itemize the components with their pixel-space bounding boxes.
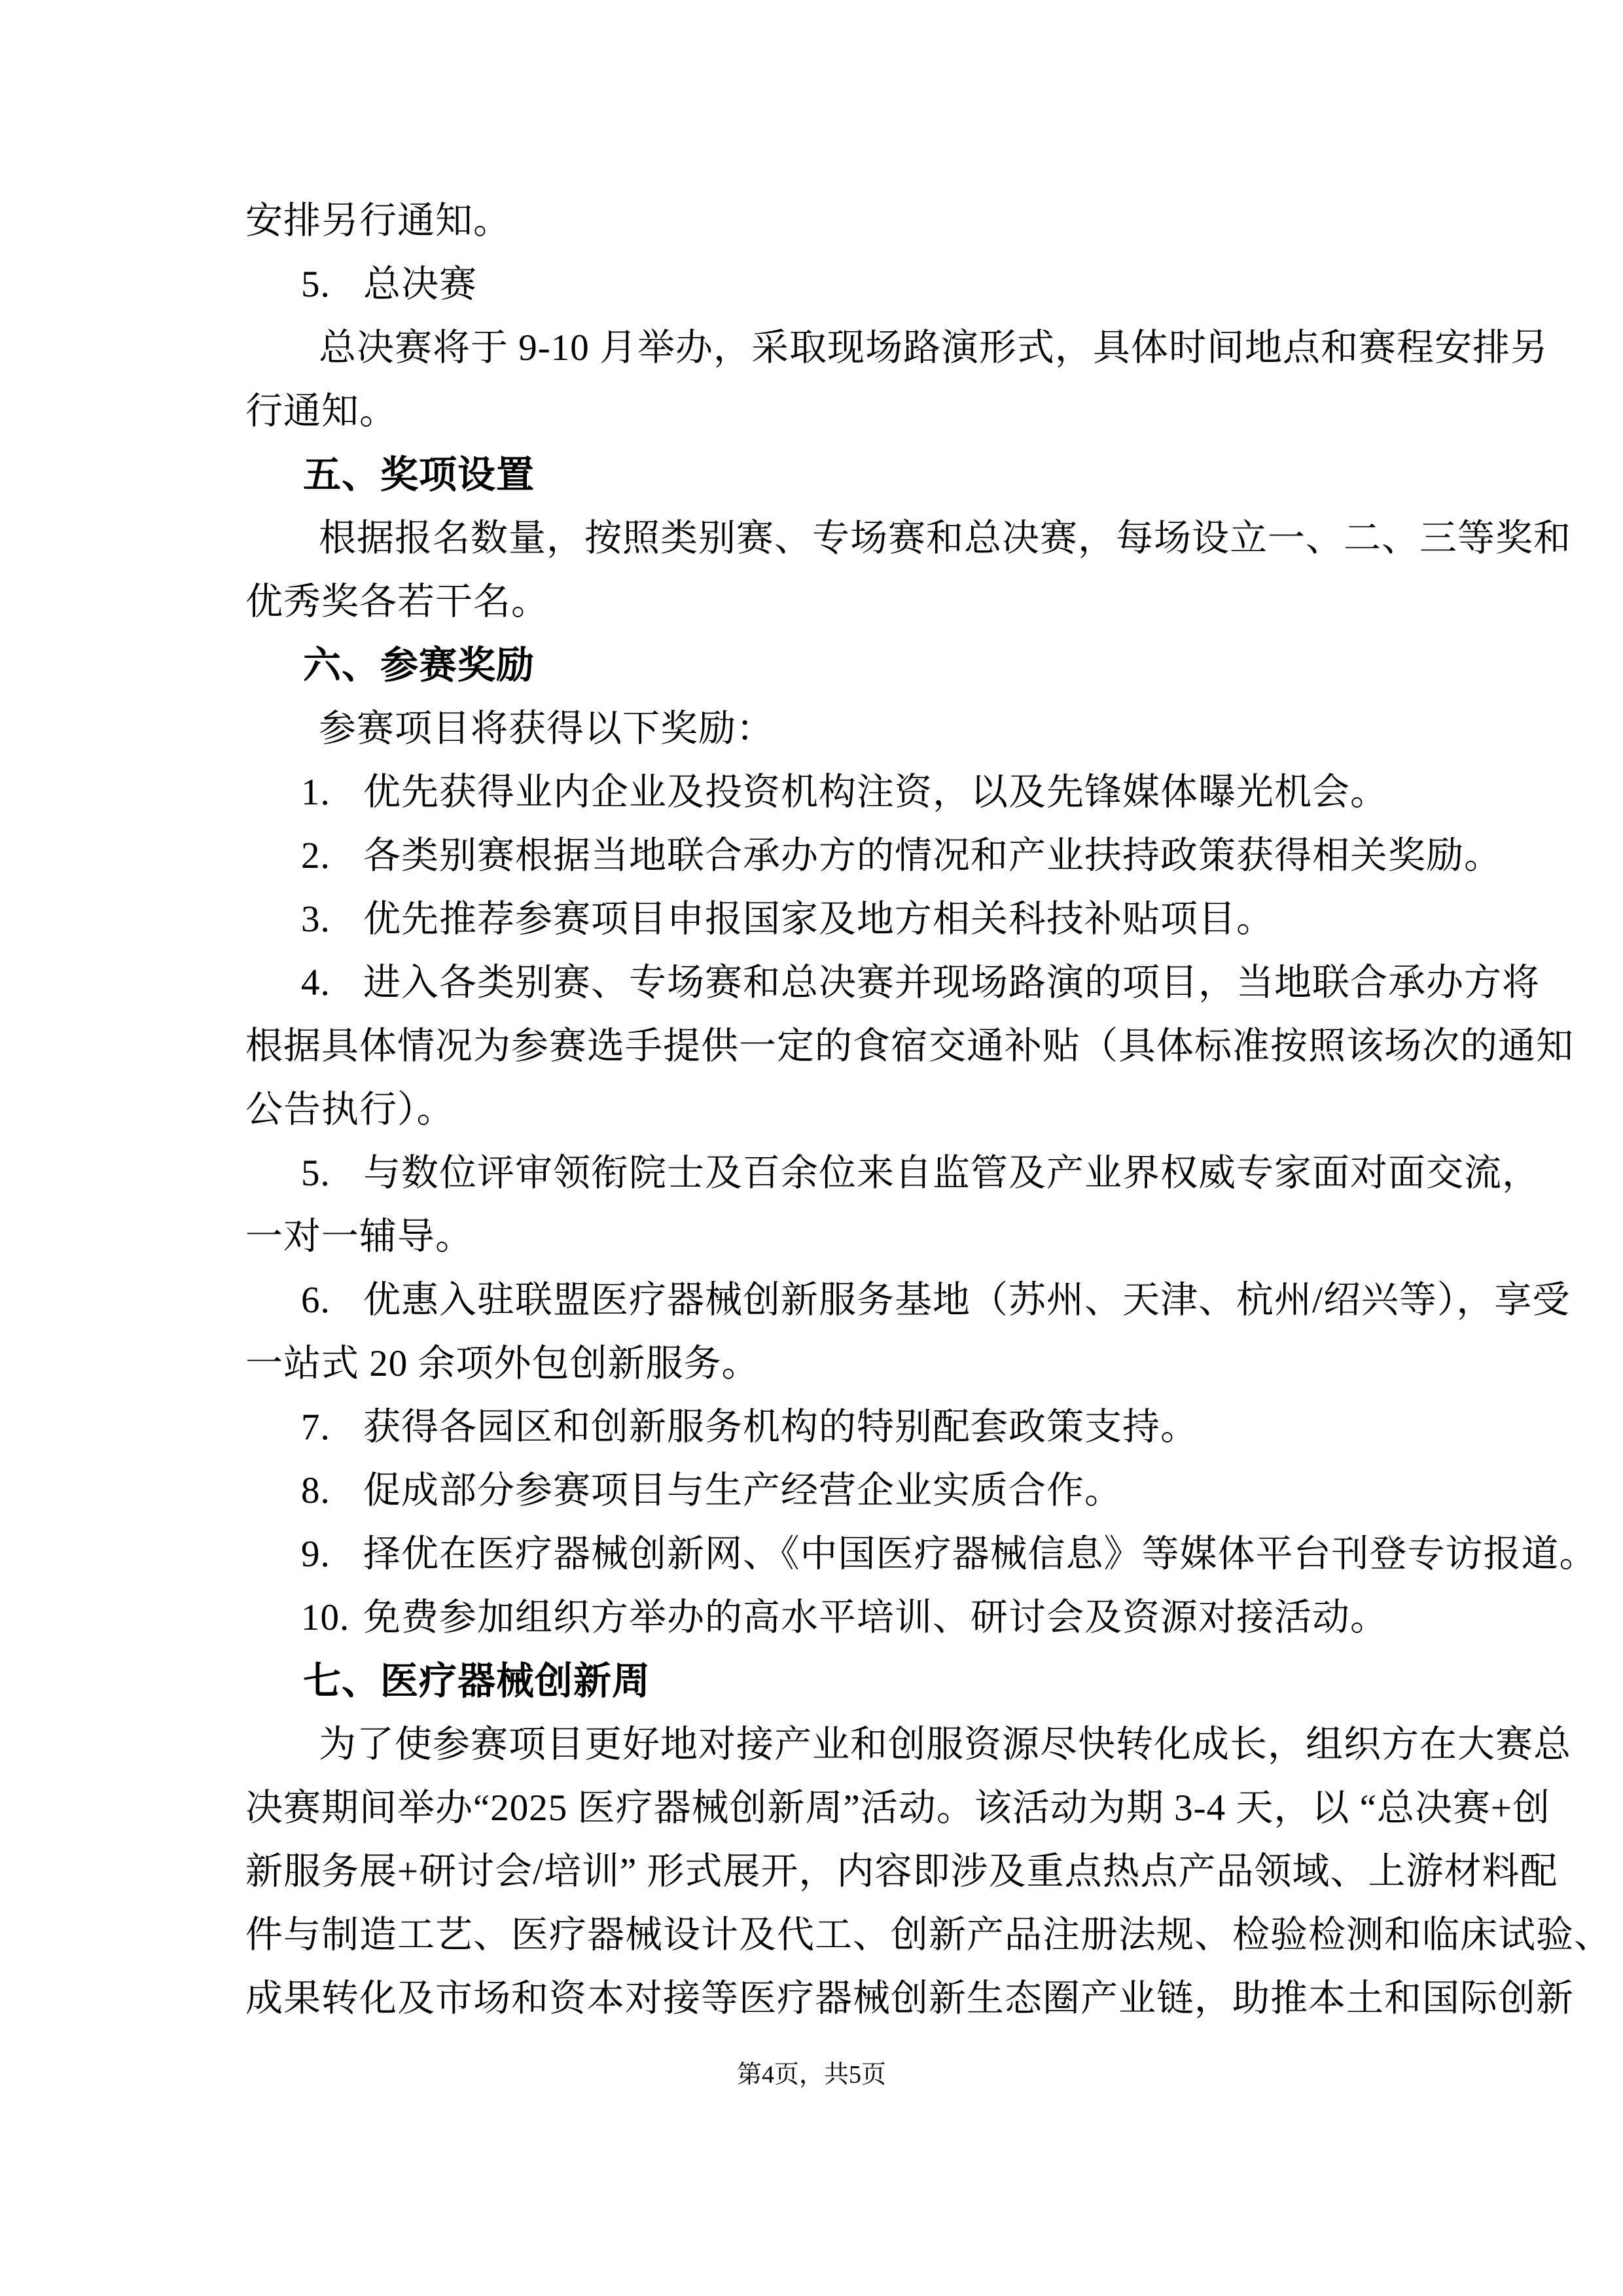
list-item-text: 促成部分参赛项目与生产经营企业实质合作。 bbox=[363, 1470, 1122, 1511]
list-item-line bbox=[245, 1586, 1388, 1649]
text-line: 优秀奖各若干名。 bbox=[245, 581, 549, 622]
list-number: 5. bbox=[301, 1153, 330, 1194]
list-item-text: 总决赛 bbox=[363, 264, 477, 305]
list-item-line bbox=[245, 761, 1388, 824]
list-number: 5. bbox=[301, 264, 330, 305]
text-line: 新服务展+研讨会/培训” 形式展开，内容即涉及重点热点产品领域、上游材料配 bbox=[245, 1851, 1558, 1892]
list-item-text: 免费参加组织方举办的高水平培训、研讨会及资源对接活动。 bbox=[363, 1597, 1388, 1638]
list-item-text: 进入各类别赛、专场赛和总决赛并现场路演的项目，当地联合承办方将 bbox=[363, 962, 1540, 1003]
section-heading-awards: 五、奖项设置 bbox=[303, 454, 535, 496]
list-number: 1. bbox=[301, 772, 330, 813]
list-number: 7. bbox=[301, 1407, 330, 1448]
list-item-line bbox=[245, 951, 1540, 1014]
section-heading-incentives: 六、参赛奖励 bbox=[303, 644, 535, 687]
list-item-line bbox=[245, 253, 1378, 316]
list-item-line bbox=[245, 888, 1378, 951]
text-line: 公告执行）。 bbox=[245, 1089, 455, 1130]
list-number: 9. bbox=[301, 1534, 330, 1575]
paragraph-first-line: 总决赛将于 9-10 月举办，采取现场路演形式，具体时间地点和赛程安排另 bbox=[319, 327, 1548, 368]
paragraph-first-line: 根据报名数量，按照类别赛、专场赛和总决赛，每场设立一、二、三等奖和 bbox=[319, 518, 1571, 559]
text-line: 件与制造工艺、医疗器械设计及代工、创新产品注册法规、检验检测和临床试验、 bbox=[245, 1914, 1612, 1956]
list-item-text: 各类别赛根据当地联合承办方的情况和产业扶持政策获得相关奖励。 bbox=[363, 835, 1502, 876]
list-item-line bbox=[245, 1459, 1378, 1522]
list-item-text: 优惠入驻联盟医疗器械创新服务基地（苏州、天津、杭州/绍兴等），享受 bbox=[363, 1280, 1571, 1321]
list-item-text: 获得各园区和创新服务机构的特别配套政策支持。 bbox=[363, 1407, 1198, 1448]
text-line: 根据具体情况为参赛选手提供一定的食宿交通补贴（具体标准按照该场次的通知 bbox=[245, 1026, 1574, 1067]
list-item-line bbox=[245, 1395, 1378, 1459]
list-item-line bbox=[245, 1522, 1597, 1586]
paragraph-first-line: 参赛项目将获得以下奖励： bbox=[319, 708, 774, 749]
text-line: 决赛期间举办“2025 医疗器械创新周”活动。该活动为期 3-4 天，以 “总决赛+创 bbox=[245, 1787, 1551, 1829]
list-item-text: 优先推荐参赛项目申报国家及地方相关科技补贴项目。 bbox=[363, 899, 1274, 940]
text-line: 一站式 20 余项外包创新服务。 bbox=[245, 1343, 760, 1384]
text-line: 安排另行通知。 bbox=[245, 200, 511, 242]
document-body bbox=[245, 189, 1612, 2030]
list-item-text: 择优在医疗器械创新网、《中国医疗器械信息》等媒体平台刊登专访报道。 bbox=[363, 1534, 1597, 1575]
paragraph-first-line: 为了使参赛项目更好地对接产业和创服资源尽快转化成长，组织方在大赛总 bbox=[319, 1724, 1571, 1765]
list-number: 3. bbox=[301, 899, 330, 940]
list-item-text: 优先获得业内企业及投资机构注资，以及先锋媒体曝光机会。 bbox=[363, 772, 1388, 813]
list-number: 10. bbox=[301, 1597, 350, 1638]
section-heading-innovation-week: 七、医疗器械创新周 bbox=[303, 1660, 651, 1702]
list-item-text: 与数位评审领衔院士及百余位来自监管及产业界权威专家面对面交流， bbox=[363, 1153, 1540, 1194]
list-item-line bbox=[245, 1268, 1571, 1332]
list-number: 2. bbox=[301, 835, 330, 876]
list-item-line bbox=[245, 1141, 1540, 1205]
list-item-line bbox=[245, 824, 1502, 888]
page-footer: 第4页，共5页 bbox=[736, 2061, 886, 2089]
list-number: 6. bbox=[301, 1280, 330, 1321]
list-number: 4. bbox=[301, 962, 330, 1003]
text-line: 行通知。 bbox=[245, 391, 397, 432]
text-line: 成果转化及市场和资本对接等医疗器械创新生态圈产业链，助推本土和国际创新 bbox=[245, 1978, 1574, 2019]
list-number: 8. bbox=[301, 1470, 330, 1511]
text-line: 一对一辅导。 bbox=[245, 1216, 473, 1257]
